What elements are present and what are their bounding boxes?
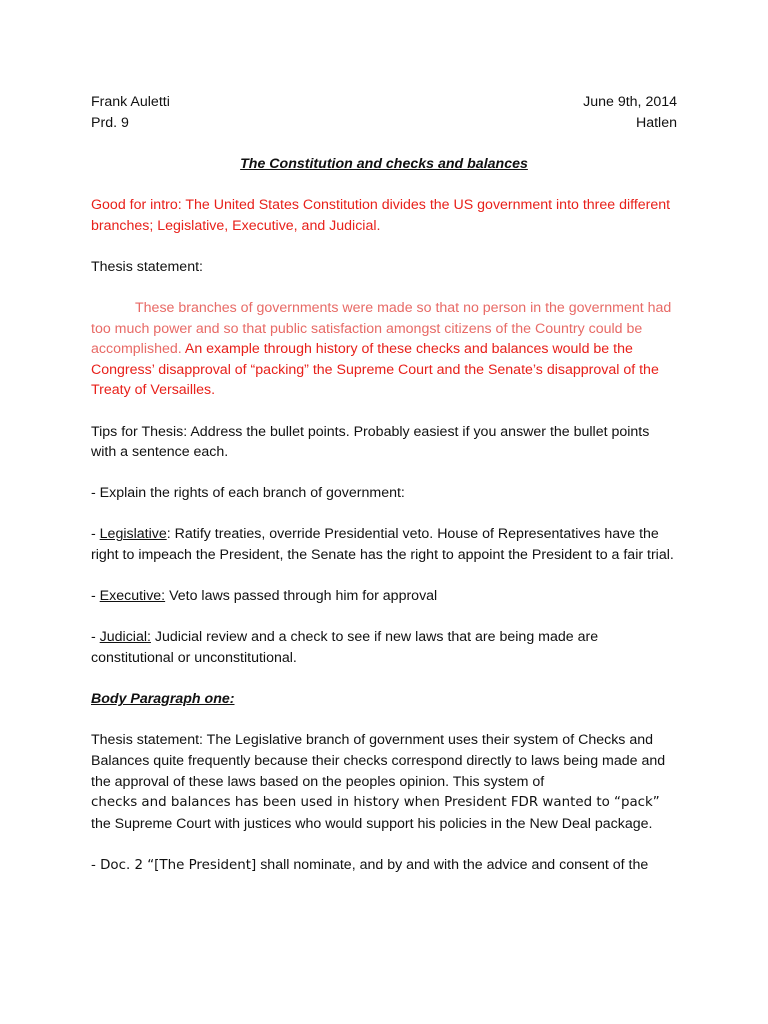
- author-name: Frank Auletti: [91, 94, 170, 110]
- thesis-text-part2: An example through history of these checks and balances would be the Congress’ disapproval of “packing” the Supreme Court and the Senate’s disapproval of the Treaty of Versailles.: [91, 341, 659, 399]
- document-title: The Constitution and checks and balances: [240, 155, 528, 172]
- legislative-text: : Ratify treaties, override Presidential veto. House of Representatives have the right to impeach the President, the Senate has the right to appoint the President to a fair trial.: [91, 526, 674, 564]
- executive-item: [91, 586, 677, 607]
- thesis-paragraph: [91, 298, 677, 401]
- thesis-text-part1: These branches of governments were made so that no person in the government had too much power and so that public satisfaction amongst citizens of the Country could be accomplished.: [91, 299, 672, 358]
- body-thesis-part2: checks and balances has been used in history when President FDR wanted to “pack”: [91, 795, 660, 811]
- executive-label: Executive:: [99, 588, 166, 605]
- doc2-quote: [91, 855, 677, 877]
- doc2-quote-part1: - Doc. 2 “[The President]: [91, 857, 257, 873]
- thesis-tips: Tips for Thesis: Address the bullet points. Probably easiest if you answer the bullet points with a sentence each.: [91, 423, 650, 461]
- legislative-item: [91, 524, 677, 565]
- body-thesis-part1: Thesis statement: The Legislative branch of government uses their system of Checks and Balances quite frequently because their checks correspond directly to laws being made and the approval of these laws based on the peoples opinion. This system of: [91, 732, 666, 790]
- header-row-1: [91, 92, 677, 113]
- judicial-text: Judicial review and a check to see if new laws that are being made are constitutional or unconstitutional.: [91, 629, 599, 667]
- judicial-label: Judicial:: [99, 629, 151, 646]
- class-period: Prd. 9: [91, 114, 129, 131]
- teacher-name: Hatlen: [635, 114, 677, 131]
- explain-rights: - Explain the rights of each branch of government:: [91, 485, 405, 502]
- legislative-dash: -: [91, 526, 100, 543]
- judicial-item: [91, 627, 677, 668]
- judicial-dash: -: [91, 629, 100, 646]
- document-body: [91, 92, 677, 877]
- body-thesis: [91, 730, 677, 834]
- executive-text: Veto laws passed through him for approval: [165, 588, 438, 605]
- header-row-2: [91, 113, 677, 134]
- document-date: June 9th, 2014: [583, 94, 677, 110]
- thesis-label: Thesis statement:: [91, 258, 203, 275]
- body-paragraph-heading: Body Paragraph one:: [91, 691, 235, 708]
- doc2-quote-part2: shall nominate, and by and with the advice and consent of the: [256, 856, 649, 873]
- legislative-label: Legislative: [99, 526, 167, 543]
- body-thesis-part3: the Supreme Court with justices who would support his policies in the New Deal package.: [91, 815, 653, 832]
- executive-dash: -: [91, 588, 100, 605]
- intro-note: Good for intro: The United States Constitution divides the US government into three different branches; Legislative, Executive, and Judicial.: [91, 196, 671, 234]
